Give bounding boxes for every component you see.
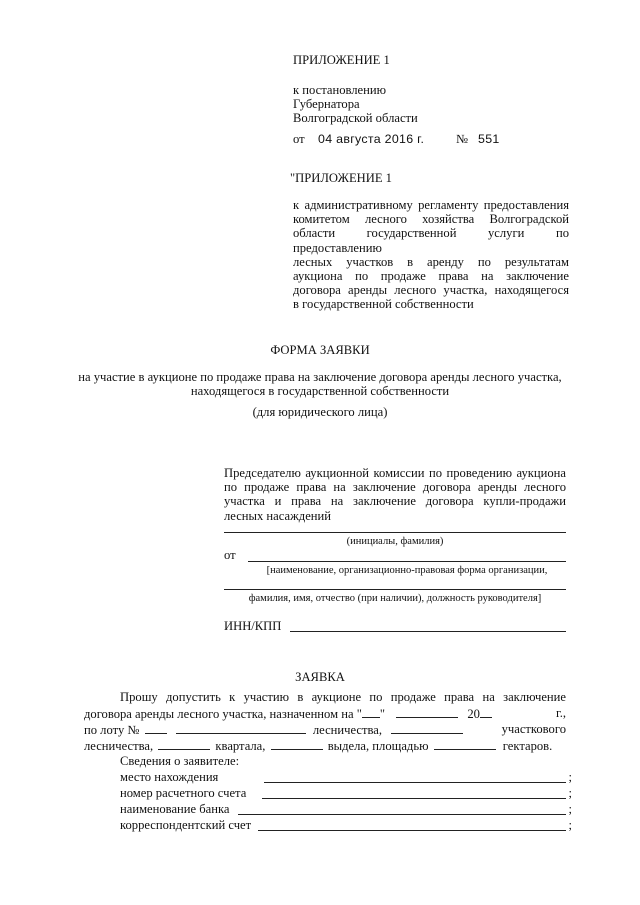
applicant-info-label: Сведения о заявителе: — [120, 754, 240, 768]
inn-line[interactable] — [290, 631, 566, 632]
decree-line-2: Губернатора — [293, 97, 360, 111]
field-bank-label: наименование банка — [120, 802, 230, 816]
field-correspondent-line[interactable] — [258, 830, 566, 831]
decree-line-3: Волгоградской области — [293, 111, 418, 125]
form-subtitle-line-2: находящегося в государственной собственности — [190, 384, 450, 398]
lot-label: по лоту № — [84, 723, 140, 737]
field-correspondent — [120, 818, 572, 833]
caption-head: фамилия, имя, отчество (при наличии), должность руководителя] — [248, 593, 542, 604]
date-month-field[interactable] — [396, 706, 458, 718]
addressee-name-line[interactable] — [224, 532, 566, 533]
field-account-label: номер расчетного счета — [120, 786, 247, 800]
application-quote: " — [379, 707, 385, 721]
field-bank-end: ; — [568, 802, 572, 816]
regulation-appendix-title: "ПРИЛОЖЕНИЕ 1 — [290, 171, 392, 185]
quarter-field[interactable] — [158, 738, 210, 750]
plot-area-label: выдела, площадью — [327, 739, 429, 753]
field-location-end: ; — [568, 770, 572, 784]
application-line-1: Прошу допустить к участию в аукционе по продаже права на заключение — [120, 690, 566, 704]
form-subtitle-note: (для юридического лица) — [252, 405, 388, 419]
regulation-line: в государственной собственности — [293, 297, 474, 312]
field-bank-line[interactable] — [238, 814, 566, 815]
district-forestry-label: участкового — [501, 722, 566, 736]
from-line[interactable] — [248, 561, 566, 562]
field-correspondent-end: ; — [568, 818, 572, 832]
addressee-line: по продаже права на заключение договора аренды лесного — [224, 480, 566, 495]
decree-date-prefix: от — [293, 132, 305, 146]
date-day-field[interactable] — [362, 706, 380, 718]
decree-number-value: 551 — [478, 132, 500, 146]
regulation-line: лесных участков в аренду по результатам — [293, 254, 569, 269]
caption-initials: (инициалы, фамилия) — [346, 536, 444, 547]
area-field[interactable] — [434, 738, 496, 750]
field-location-line[interactable] — [264, 782, 566, 783]
hectares-label: гектаров. — [502, 739, 553, 753]
from-label: от — [224, 548, 236, 562]
field-location-label: место нахождения — [120, 770, 219, 784]
application-line-4 — [84, 738, 566, 754]
field-bank — [120, 802, 572, 817]
application-line-2 — [84, 706, 566, 722]
date-year-field[interactable] — [480, 706, 492, 718]
addressee-line: Председателю аукционной комиссии по проведению аукциона — [224, 466, 566, 480]
form-subtitle-line-1: на участие в аукционе по продаже права на заключение договора аренды лесного участка, — [78, 370, 562, 384]
district-forestry-field[interactable] — [391, 722, 463, 734]
application-year-suffix: г., — [555, 706, 566, 720]
organization-line[interactable] — [224, 589, 566, 590]
addressee-text — [224, 466, 566, 523]
regulation-line: аукциона по продаже права на заключение — [293, 269, 569, 284]
application-title: ЗАЯВКА — [295, 670, 345, 684]
quarter-label: квартала, — [215, 739, 266, 753]
caption-organization: [наименование, организационно-правовая форма организации, — [266, 565, 548, 576]
forestry-label: лесничества, — [312, 723, 382, 737]
field-account-end: ; — [568, 786, 572, 800]
regulation-appendix-text — [293, 198, 569, 312]
appendix-title: ПРИЛОЖЕНИЕ 1 — [293, 53, 390, 67]
forestry-label-2: лесничества, — [84, 739, 154, 753]
regulation-line: области государственной услуги по предоставлению — [293, 226, 569, 255]
application-line-2-text: договора аренды лесного участка, назначенном на " — [84, 707, 362, 721]
decree-line-1: к постановлению — [293, 83, 387, 97]
decree-date-value: 04 августа 2016 г. — [318, 132, 425, 146]
regulation-line: комитетом лесного хозяйства Волгоградской — [293, 212, 569, 227]
field-account-line[interactable] — [262, 798, 566, 799]
plot-field[interactable] — [271, 738, 323, 750]
form-title: ФОРМА ЗАЯВКИ — [270, 343, 370, 357]
regulation-line: договора аренды лесного участка, находящегося — [293, 283, 569, 298]
field-location — [120, 770, 572, 785]
regulation-line: к административному регламенту предоставления — [293, 198, 569, 212]
addressee-line: участка и права на заключение договора купли-продажи — [224, 494, 566, 509]
lot-number-field[interactable] — [145, 722, 167, 734]
inn-label: ИНН/КПП — [224, 619, 282, 633]
application-line-3 — [84, 722, 566, 738]
application-year-prefix: 20 — [467, 707, 480, 721]
addressee-line: лесных насаждений — [224, 508, 332, 523]
field-account — [120, 786, 572, 801]
field-correspondent-label: корреспондентский счет — [120, 818, 252, 832]
decree-number-sign: № — [456, 132, 469, 146]
forestry-field[interactable] — [176, 722, 306, 734]
